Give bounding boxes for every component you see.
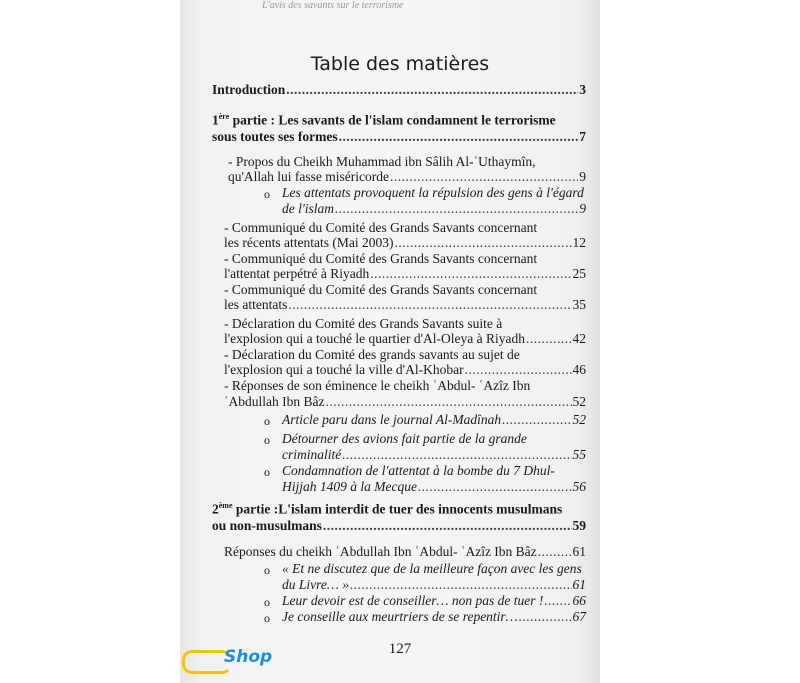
- logo-text: Shop: [224, 647, 273, 667]
- toc-entry[interactable]: Condamnation de l'attentat à la bombe du 7 Dhul-: [282, 463, 555, 478]
- page-title: Table des matières: [310, 53, 490, 75]
- shop-logo: [182, 647, 282, 673]
- toc-entry[interactable]: les attentats ..... 35: [224, 297, 586, 313]
- toc-entry[interactable]: l'explosion qui a touché le quartier d'Al-Oleya à Riyadh ..... 42: [224, 331, 586, 347]
- toc-entry[interactable]: qu'Allah lui fasse miséricorde ..... 9: [228, 169, 586, 185]
- toc-entry[interactable]: les récents attentats (Mai 2003) ..... 12: [224, 235, 586, 251]
- toc-entry[interactable]: du Livre… » ..... 61: [282, 577, 586, 593]
- toc-entry[interactable]: de l'islam ..... 9: [282, 201, 586, 217]
- toc-entry[interactable]: l'attentat perpétré à Riyadh ..... 25: [224, 266, 586, 282]
- toc-entry[interactable]: Je conseille aux meurtriers de se repentir… ..... 67: [282, 609, 586, 625]
- page-number: 127: [388, 641, 412, 657]
- bullet-icon: o: [264, 465, 270, 479]
- toc-entry[interactable]: - Déclaration du Comité des Grands Savants suite à: [224, 316, 503, 331]
- bullet-icon: o: [264, 414, 270, 428]
- toc-entry[interactable]: l'explosion qui a touché la ville d'Al-Khobar ..... 46: [224, 362, 586, 378]
- toc-entry[interactable]: Les attentats provoquent la répulsion des gens à l'égard: [282, 185, 584, 200]
- toc-entry[interactable]: - Communiqué du Comité des Grands Savants concernant: [224, 220, 538, 235]
- toc-entry[interactable]: ou non-musulmans ..... 59: [212, 518, 586, 534]
- bullet-icon: o: [264, 433, 270, 447]
- toc-entry[interactable]: Réponses du cheikh ʿAbdullah Ibn ʿAbdul- ʿAzîz Ibn Bâz ..... 61: [224, 544, 586, 560]
- toc-entry[interactable]: Détourner des avions fait partie de la grande: [282, 431, 527, 446]
- toc-entry[interactable]: Leur devoir est de conseiller… non pas de tuer ! ..... 66: [282, 593, 586, 609]
- toc-entry[interactable]: - Propos du Cheikh Muhammad ibn Sâlih Al-ʿUthaymîn,: [228, 154, 536, 169]
- toc-entry[interactable]: - Réponses de son éminence le cheikh ʿAbdul- ʿAzîz Ibn: [224, 378, 531, 393]
- bullet-icon: o: [264, 563, 270, 577]
- bullet-icon: o: [264, 611, 270, 625]
- toc-entry[interactable]: Hijjah 1409 à la Mecque ..... 56: [282, 479, 586, 495]
- toc-entry[interactable]: ʿAbdullah Ibn Bâz ..... 52: [224, 394, 586, 410]
- running-header: L'avis des savants sur le terrorisme: [262, 0, 404, 11]
- toc-entry[interactable]: Introduction ..... 3: [212, 82, 586, 98]
- toc-entry[interactable]: sous toutes ses formes ..... 7: [212, 129, 586, 145]
- bullet-icon: o: [264, 595, 270, 609]
- toc-entry[interactable]: 2ème partie :L'islam interdit de tuer des innocents musulmans: [212, 501, 563, 517]
- bullet-icon: o: [264, 187, 270, 201]
- toc-entry[interactable]: - Déclaration du Comité des grands savants au sujet de: [224, 347, 520, 362]
- toc-entry[interactable]: - Communiqué du Comité des Grands Savants concernant: [224, 251, 538, 266]
- toc-entry[interactable]: 1ère partie : Les savants de l'islam condamnent le terrorisme: [212, 112, 556, 128]
- toc-entry[interactable]: criminalité ..... 55: [282, 447, 586, 463]
- toc-entry[interactable]: « Et ne discutez que de la meilleure façon avec les gens: [282, 561, 582, 576]
- toc-entry[interactable]: - Communiqué du Comité des Grands Savants concernant: [224, 282, 538, 297]
- toc-entry[interactable]: Article paru dans le journal Al-Madînah ..... 52: [282, 412, 586, 428]
